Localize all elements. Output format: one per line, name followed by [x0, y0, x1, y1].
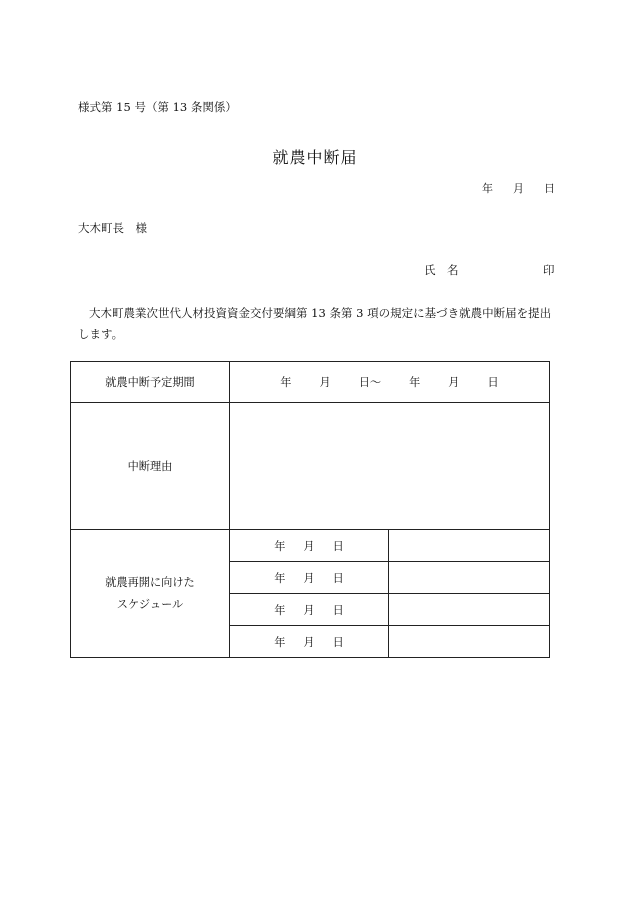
period-day1: 日〜	[358, 376, 382, 389]
reason-label: 中断理由	[71, 403, 230, 530]
date-year: 年	[482, 182, 493, 195]
submission-date	[462, 183, 555, 194]
reason-field[interactable]	[230, 403, 550, 530]
document-title: 就農中断届	[272, 148, 358, 167]
schedule-label-line1: 就農再開に向けた	[105, 575, 195, 589]
seal-mark: 印	[543, 263, 555, 277]
schedule-year: 年	[274, 603, 286, 617]
schedule-label-line2: スケジュール	[116, 597, 184, 611]
period-month2: 月	[448, 376, 460, 389]
form-number: 様式第 15 号（第 13 条関係）	[78, 100, 237, 114]
schedule-note-field[interactable]	[389, 530, 550, 562]
schedule-year: 年	[274, 539, 286, 553]
schedule-month: 月	[303, 539, 315, 553]
period-label: 就農中断予定期間	[71, 362, 230, 403]
schedule-date-field[interactable]	[230, 594, 389, 626]
schedule-month: 月	[303, 603, 315, 617]
schedule-note-field[interactable]	[389, 562, 550, 594]
period-year1: 年	[280, 376, 292, 389]
period-row	[71, 362, 550, 403]
schedule-day: 日	[332, 635, 344, 649]
schedule-date-field[interactable]	[230, 626, 389, 658]
schedule-row	[71, 530, 550, 562]
addressee: 大木町長 様	[78, 221, 147, 235]
schedule-day: 日	[332, 539, 344, 553]
reason-row	[71, 403, 550, 530]
period-month1: 月	[319, 376, 331, 389]
schedule-month: 月	[303, 571, 315, 585]
applicant-name-label: 氏 名	[424, 263, 459, 277]
date-month: 月	[513, 182, 524, 195]
schedule-day: 日	[332, 603, 344, 617]
notification-table	[70, 361, 550, 658]
schedule-note-field[interactable]	[389, 594, 550, 626]
schedule-date-field[interactable]	[230, 530, 389, 562]
period-year2: 年	[409, 376, 421, 389]
date-day: 日	[544, 182, 555, 195]
schedule-note-field[interactable]	[389, 626, 550, 658]
schedule-day: 日	[332, 571, 344, 585]
body-paragraph: 大木町農業次世代人材投資資金交付要綱第 13 条第 3 項の規定に基づき就農中断届を提出します。	[78, 306, 552, 341]
schedule-label	[71, 530, 230, 658]
schedule-year: 年	[274, 571, 286, 585]
schedule-month: 月	[303, 635, 315, 649]
schedule-date-field[interactable]	[230, 562, 389, 594]
period-value-field[interactable]	[230, 362, 550, 403]
period-day2: 日	[487, 376, 499, 389]
schedule-year: 年	[274, 635, 286, 649]
